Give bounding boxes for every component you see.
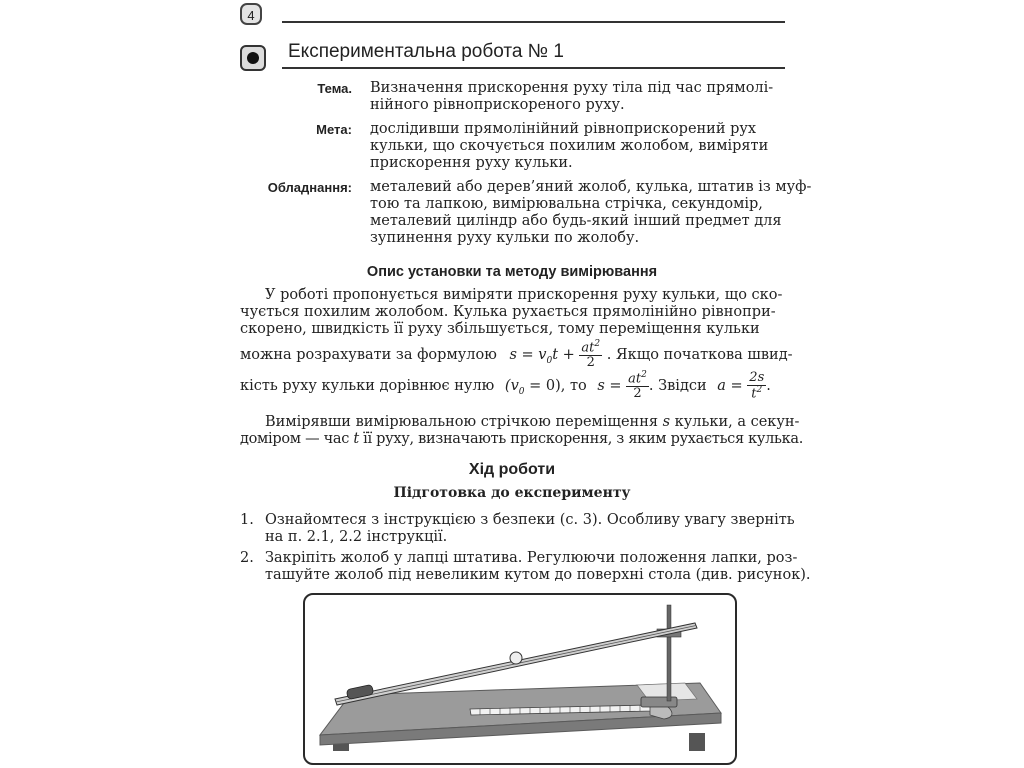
page-title: Експериментальна робота № 1 [288, 41, 564, 62]
line4-tail: . Якщо початкова швид- [606, 346, 793, 363]
equipment-line-3: металевий циліндр або будь-який інший предмет для [370, 213, 782, 229]
formula-displacement: $s = v_0t$ + $\frac{at^2}{2}$ [509, 339, 601, 370]
method-p1-line-3: скорено, швидкість її руху збільшується, тому переміщення кульки [240, 321, 760, 337]
topic-label: Тема. [317, 81, 352, 96]
goal-label: Мета: [316, 122, 352, 137]
step-2-line-1: Закріпіть жолоб у лапці штатива. Регулюючи положення лапки, роз- [265, 550, 798, 566]
topic-line-2: нійного рівноприскореного руху. [370, 97, 625, 113]
setup-illustration [303, 593, 737, 765]
step-1-line-2: на п. 2.1, 2.2 інструкції. [265, 529, 448, 545]
step-2-line-2: ташуйте жолоб під невеликим кутом до поверхні стола (див. рисунок). [265, 567, 811, 583]
step-2-number: 2. [240, 550, 254, 566]
stand-base-icon [641, 697, 677, 707]
method-p1-line-4 [240, 340, 793, 370]
header-rule [282, 21, 785, 23]
goal-line-2: кульки, що скочується похилим жолобом, виміряти [370, 138, 769, 154]
zero-velocity-condition: $(v_0 = 0)$ [504, 377, 561, 397]
method-p1-line-5: кість руху кульки дорівнює нулю $(v_0 = 0)$, то s = $\frac{at^2}{2}$ . Звідси a = $\frac{2s}{t^2}$ . [240, 370, 771, 401]
formula2-fraction: $\frac{at^2}{2}$ [628, 370, 647, 401]
procedure-heading: Хід роботи [468, 461, 556, 478]
method-heading: Опис установки та методу вимірювання [366, 264, 658, 280]
equipment-line-1: металевий або дерев’яний жолоб, кулька, штатив із муф- [370, 179, 812, 195]
inclined-chute-drawing [305, 595, 735, 763]
equipment-line-2: тою та лапкою, вимірювальна стрічка, секундомір, [370, 196, 763, 212]
goal-line-3: прискорення руху кульки. [370, 155, 573, 171]
page-number: 4 [240, 3, 262, 25]
method-p2-line-1: Вимірявши вимірювальною стрічкою переміщення s кульки, а секун- [265, 414, 800, 430]
method-p1-line-1: У роботі пропонується виміряти прискорення руху кульки, що ско- [265, 287, 783, 303]
topic-line-1: Визначення прискорення руху тіла під час прямолі- [370, 80, 774, 96]
table-leg-right [689, 733, 705, 751]
equipment-line-4: зупинення руху кульки по жолобу. [370, 230, 640, 246]
formula1-fraction: $\frac{at^2}{2}$ [581, 339, 601, 370]
stand-rod-icon [667, 605, 671, 701]
line5-text: кість руху кульки дорівнює нулю [240, 377, 495, 394]
method-p2-line-2: доміром — час t її руху, визначають прискорення, з яким рухається кулька. [240, 431, 804, 447]
preparation-subheading: Підготовка до експерименту [393, 485, 631, 501]
step-1-line-1: Ознайомтеся з інструкцією з безпеки (с. 3). Особливу увагу зверніть [265, 512, 795, 528]
title-rule [282, 67, 785, 69]
ball-icon [510, 652, 522, 664]
formula-zero-start: s = $\frac{at^2}{2}$ [597, 370, 647, 401]
line4-text: можна розрахувати за формулою [240, 346, 497, 363]
method-p1-line-2: чується похилим жолобом. Кулька рухається прямолінійно рівнопри- [240, 304, 776, 320]
experiment-marker-icon [240, 45, 266, 71]
formula-acceleration: a = $\frac{2s}{t^2}$ [717, 370, 765, 401]
step-1-number: 1. [240, 512, 254, 528]
equipment-label: Обладнання: [267, 180, 352, 195]
formula3-fraction: $\frac{2s}{t^2}$ [749, 370, 765, 401]
goal-line-1: дослідивши прямолінійний рівноприскорений рух [370, 121, 757, 137]
